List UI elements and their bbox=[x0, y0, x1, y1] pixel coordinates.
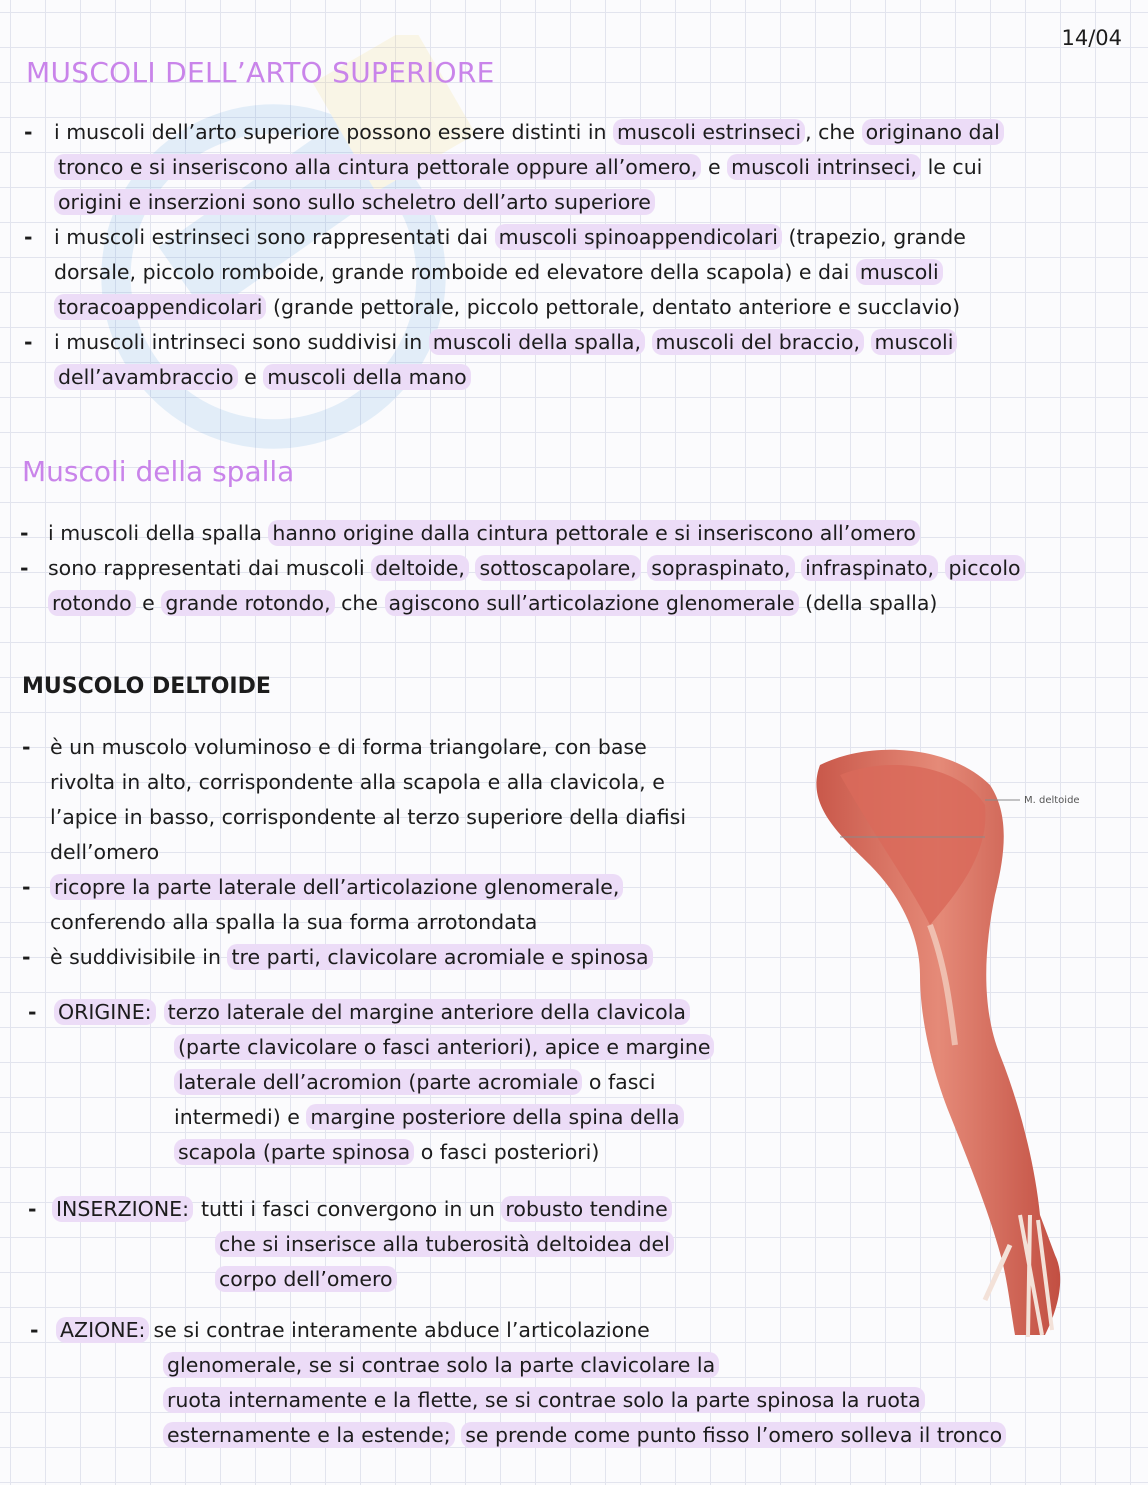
azione-block: - AZIONE: se si contrae interamente abduce l’articolazione glenomerale, se si contrae solo la parte clavicolare la ruota internamente e la flette, se si contrae solo la parte spinosa la ruota esternamente e la estende; se prende come punto fisso l’omero solleva il tronco bbox=[30, 1313, 1006, 1453]
origine-label: ORIGINE: bbox=[54, 999, 156, 1025]
azione-label: AZIONE: bbox=[56, 1317, 149, 1343]
origine-block: - ORIGINE: terzo laterale del margine anteriore della clavicola (parte clavicolare o fasci anteriori), apice e margine laterale dell’acromion (parte acromiale o fasci intermedi) e margine posteriore della spina della scapola (parte spinosa o fasci posteriori) bbox=[28, 995, 714, 1170]
deltoide-list: - è un muscolo voluminoso e di forma triangolare, con base rivolta in alto, corrispondente alla scapola e alla clavicola, e l’apice in basso, corrispondente al terzo superiore della diafisi dell’omero - ricopre la parte laterale dell’articolazione glenomerale, conferendo alla spalla la sua forma arrotondata - è suddivisibile in tre parti, clavicolare acromiale e spinosa bbox=[22, 730, 686, 975]
list-item: - ricopre la parte laterale dell’articolazione glenomerale, bbox=[22, 870, 686, 905]
page-title: MUSCOLI DELL’ARTO SUPERIORE bbox=[26, 56, 495, 89]
inserzione-label: INSERZIONE: bbox=[52, 1196, 193, 1222]
arm-muscle-illustration bbox=[780, 745, 1130, 1345]
list-item: - i muscoli dell’arto superiore possono essere distinti in muscoli estrinseci , che originano dal bbox=[24, 115, 1004, 150]
list-item: - i muscoli estrinseci sono rappresentati dai muscoli spinoappendicolari (trapezio, grande bbox=[24, 225, 966, 249]
list-item: - è suddivisibile in tre parti, clavicolare acromiale e spinosa bbox=[22, 940, 686, 975]
intro-list: - i muscoli dell’arto superiore possono essere distinti in muscoli estrinseci , che originano dal tronco e si inseriscono alla cintura pettorale oppure all’omero, e muscoli intrinseci, le cui origini e inserzioni sono sullo scheletro dell’arto superiore - i muscoli estrinseci sono rappresentati dai muscoli spinoappendicolari (trapezio, grande dorsale, piccolo romboide, grande romboide ed elevatore della scapola) e dai muscoli toracoappendicolari (grande pettorale, piccolo pettorale, dentato anteriore e succlavio) - i muscoli intrinseci sono suddivisi in muscoli della spalla, muscoli del braccio, muscoli dell’avambraccio e muscoli della mano bbox=[24, 115, 1004, 395]
list-item: - è un muscolo voluminoso e di forma triangolare, con base bbox=[22, 735, 647, 759]
inserzione-block: - INSERZIONE: tutti i fasci convergono in un robusto tendine che si inserisce alla tuberosità deltoidea del corpo dell’omero bbox=[28, 1192, 674, 1297]
list-item: - i muscoli intrinseci sono suddivisi in muscoli della spalla, muscoli del braccio, muscoli bbox=[24, 325, 1004, 360]
section-title: Muscoli della spalla bbox=[22, 455, 295, 488]
subsection-title: MUSCOLO DELTOIDE bbox=[22, 674, 271, 699]
page-date: 14/04 bbox=[1061, 26, 1122, 50]
spalla-list: - i muscoli della spalla hanno origine dalla cintura pettorale e si inseriscono all’omero - sono rappresentati dai muscoli deltoide, sottoscapolare, sopraspinato, infraspinato, piccolo rotondo e grande rotondo, che agiscono sull’articolazione glenomerale (della spalla) bbox=[20, 516, 1025, 621]
list-item: - sono rappresentati dai muscoli deltoide, sottoscapolare, sopraspinato, infraspinato, piccolo bbox=[20, 551, 1025, 586]
list-item: - i muscoli della spalla hanno origine dalla cintura pettorale e si inseriscono all’omero bbox=[20, 516, 1025, 551]
deltoid-label: M. deltoide bbox=[1024, 795, 1080, 806]
